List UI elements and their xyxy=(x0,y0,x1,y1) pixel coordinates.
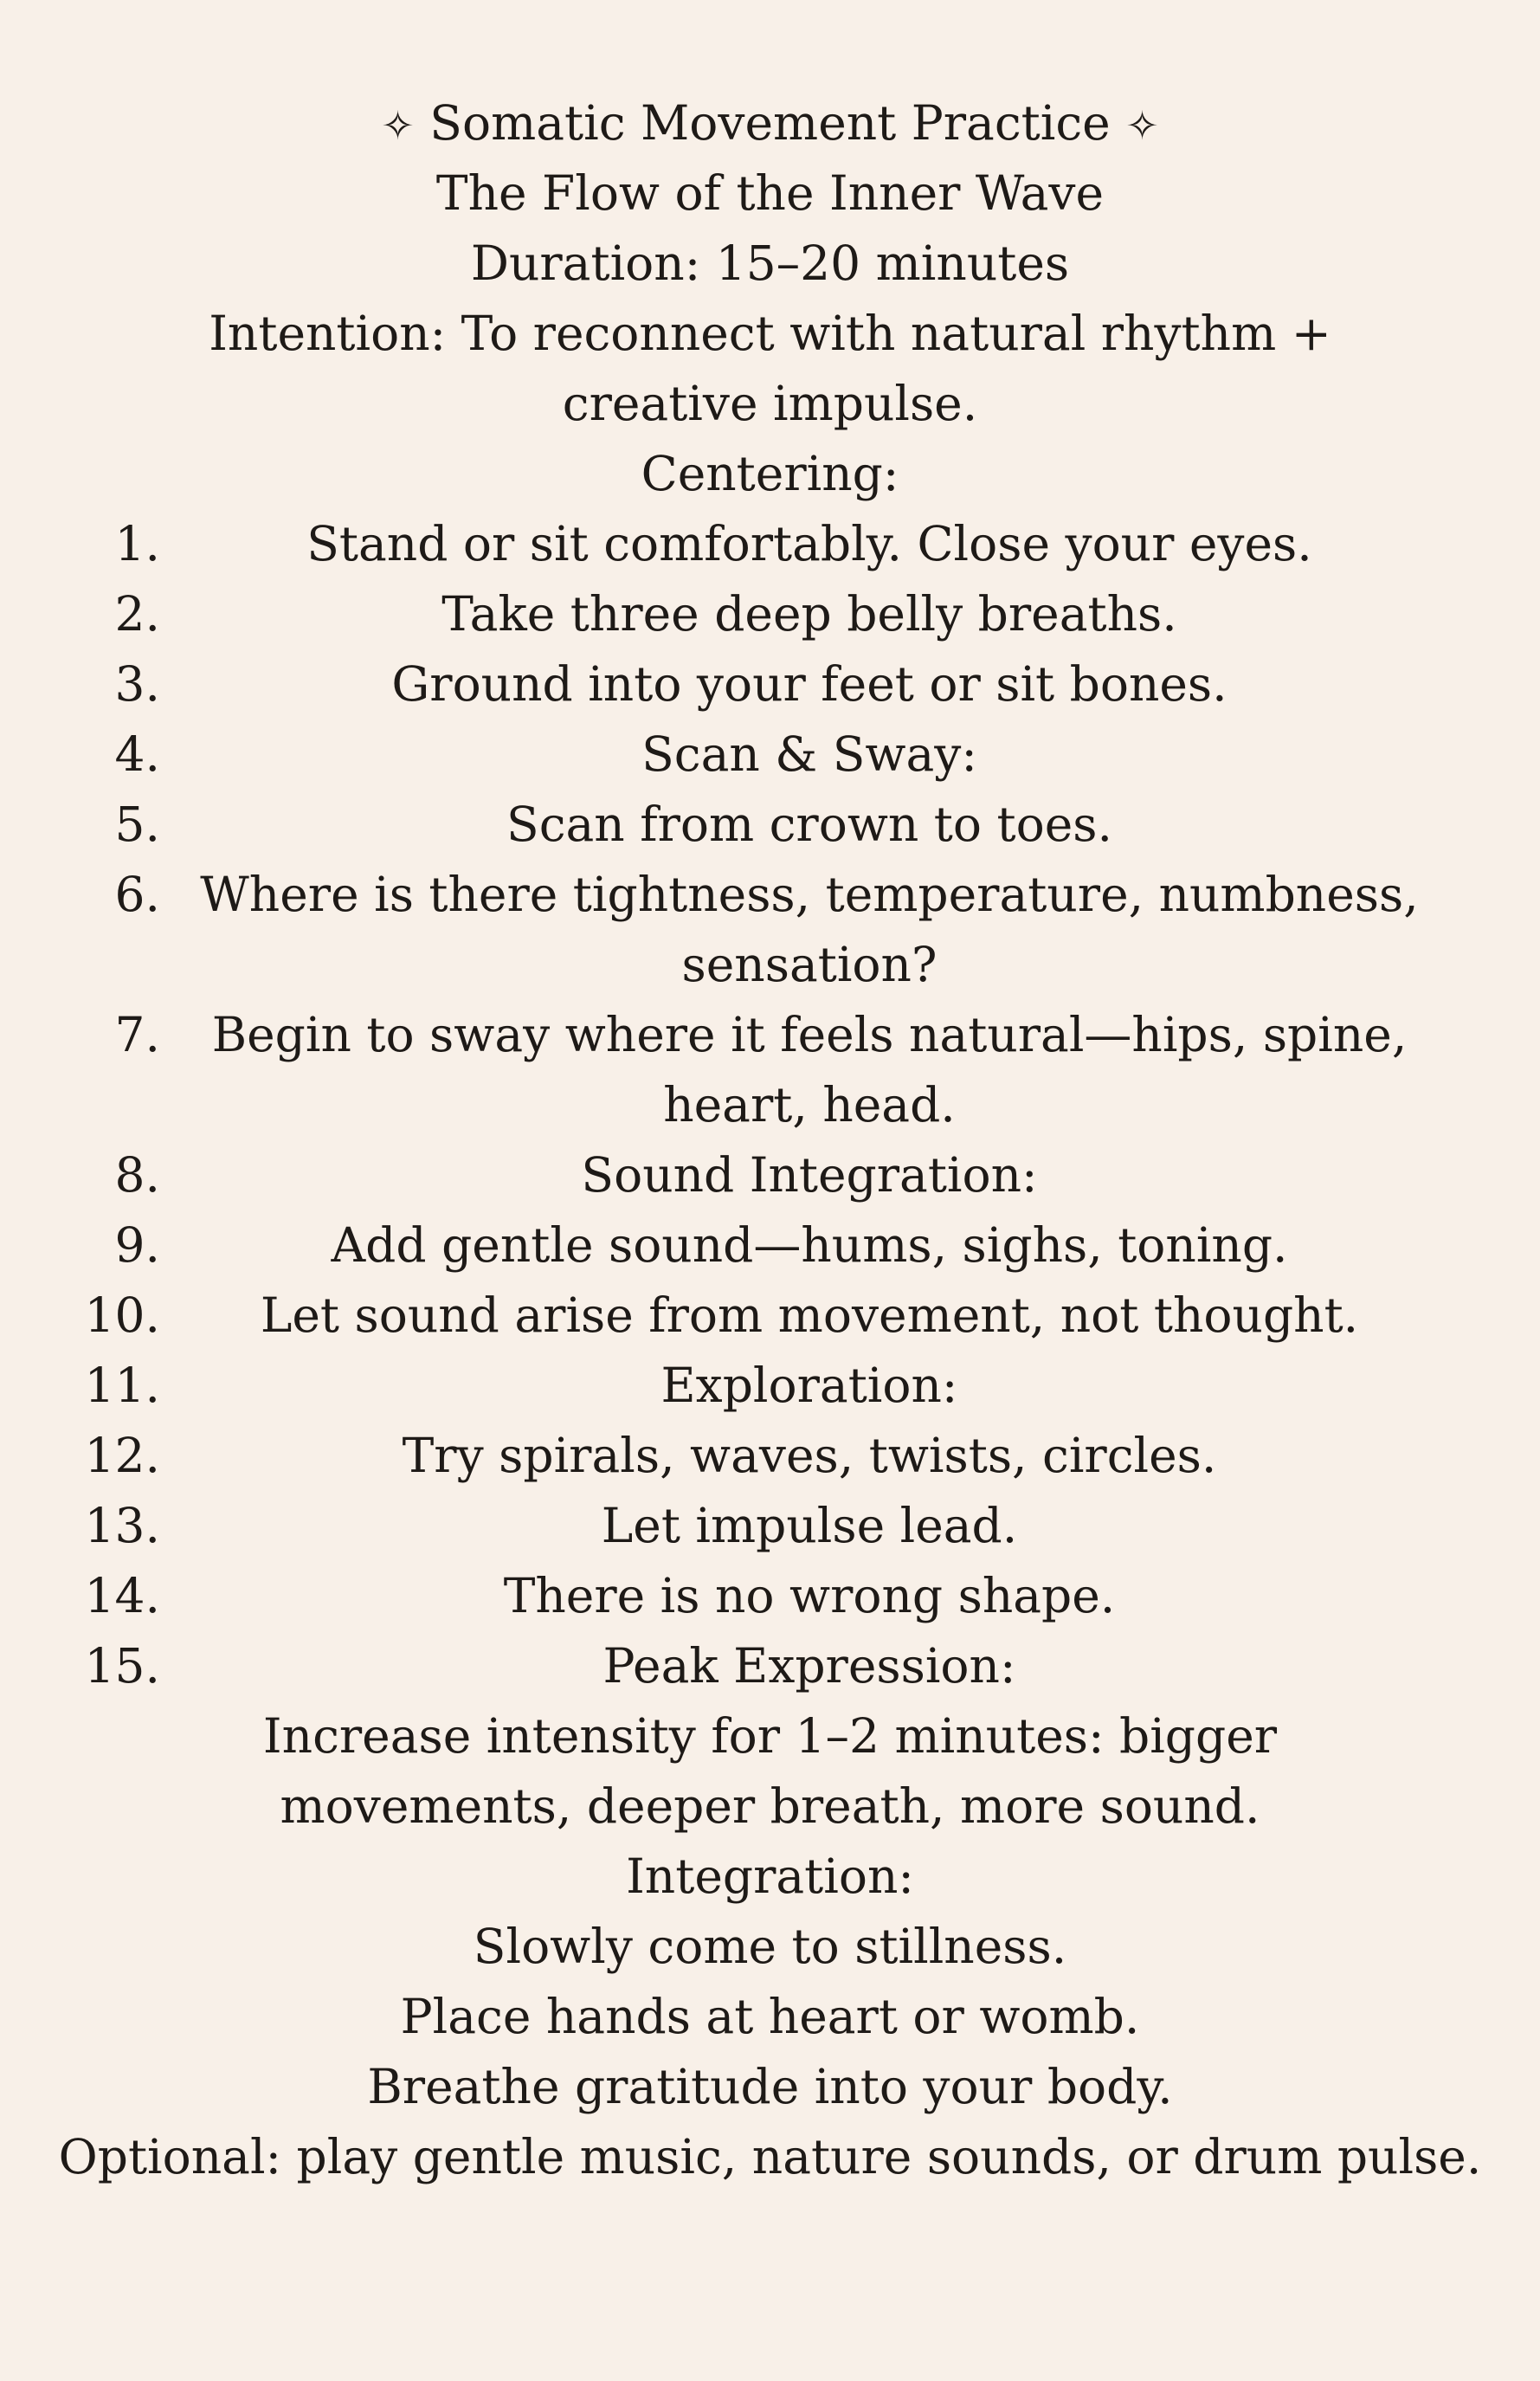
integration-heading: Integration: xyxy=(626,1849,914,1904)
step-number: 12. xyxy=(84,1428,160,1483)
step-text: Scan from crown to toes. xyxy=(506,797,1112,852)
document-title xyxy=(0,88,1540,158)
steps-list xyxy=(0,509,1540,1701)
step-number: 9. xyxy=(114,1217,160,1273)
practice-document xyxy=(0,88,1540,2192)
list-item xyxy=(0,579,1540,649)
step-number: 3. xyxy=(114,656,160,712)
peak-expression-text: Increase intensity for 1–2 minutes: bigger movements, deeper breath, more sound. xyxy=(262,1708,1278,1834)
step-text: Exploration: xyxy=(660,1358,958,1413)
step-number: 10. xyxy=(84,1287,160,1343)
step-text: Try spirals, waves, twists, circles. xyxy=(402,1428,1217,1483)
step-text: Where is there tightness, temperature, numbness, sensation? xyxy=(200,867,1419,992)
integration-line: Breathe gratitude into your body. xyxy=(367,2059,1173,2114)
step-text: Ground into your feet or sit bones. xyxy=(391,656,1227,712)
list-item xyxy=(0,790,1540,860)
step-text: Peak Expression: xyxy=(602,1638,1016,1694)
sparkle-outline-icon: ✧ xyxy=(381,102,415,149)
intention-text: Intention: To reconnect with natural rhythm + creative impulse. xyxy=(209,306,1331,431)
sparkle-outline-icon: ✧ xyxy=(1125,102,1159,149)
step-number: 6. xyxy=(114,867,160,922)
step-number: 1. xyxy=(114,516,160,571)
list-item xyxy=(0,649,1540,719)
list-item xyxy=(0,860,1540,1000)
list-item xyxy=(0,509,1540,579)
integration-line: Slowly come to stillness. xyxy=(473,1919,1067,1974)
list-item xyxy=(0,1210,1540,1281)
step-text: Add gentle sound—hums, sighs, toning. xyxy=(331,1217,1288,1273)
step-number: 7. xyxy=(114,1007,160,1062)
step-number: 2. xyxy=(114,586,160,642)
step-number: 14. xyxy=(84,1568,160,1623)
step-text: Begin to sway where it feels natural—hips, spine, heart, head. xyxy=(211,1007,1408,1132)
list-item xyxy=(0,1421,1540,1491)
list-item xyxy=(0,1561,1540,1631)
list-item xyxy=(0,1140,1540,1210)
step-number: 8. xyxy=(114,1147,160,1203)
list-item xyxy=(0,719,1540,790)
step-number: 13. xyxy=(84,1498,160,1553)
list-item xyxy=(0,1281,1540,1351)
step-text: Scan & Sway: xyxy=(641,726,977,782)
step-number: 15. xyxy=(84,1638,160,1694)
step-text: Let sound arise from movement, not thought. xyxy=(260,1287,1359,1343)
step-text: Sound Integration: xyxy=(581,1147,1038,1203)
step-text: Stand or sit comfortably. Close your eyes. xyxy=(306,516,1312,571)
step-number: 5. xyxy=(114,797,160,852)
step-number: 4. xyxy=(114,726,160,782)
integration-line: Place hands at heart or womb. xyxy=(400,1989,1140,2044)
step-number: 11. xyxy=(84,1358,160,1413)
step-text: Let impulse lead. xyxy=(601,1498,1018,1553)
centering-heading: Centering: xyxy=(641,446,899,501)
list-item xyxy=(0,1351,1540,1421)
step-text: There is no wrong shape. xyxy=(503,1568,1116,1623)
list-item xyxy=(0,1631,1540,1701)
optional-note: Optional: play gentle music, nature sounds, or drum pulse. xyxy=(58,2129,1482,2184)
document-title-text: Somatic Movement Practice xyxy=(429,95,1111,151)
step-text: Take three deep belly breaths. xyxy=(441,586,1177,642)
duration-text: Duration: 15–20 minutes xyxy=(470,236,1070,291)
list-item xyxy=(0,1000,1540,1140)
document-subtitle: The Flow of the Inner Wave xyxy=(435,165,1105,221)
list-item xyxy=(0,1491,1540,1561)
